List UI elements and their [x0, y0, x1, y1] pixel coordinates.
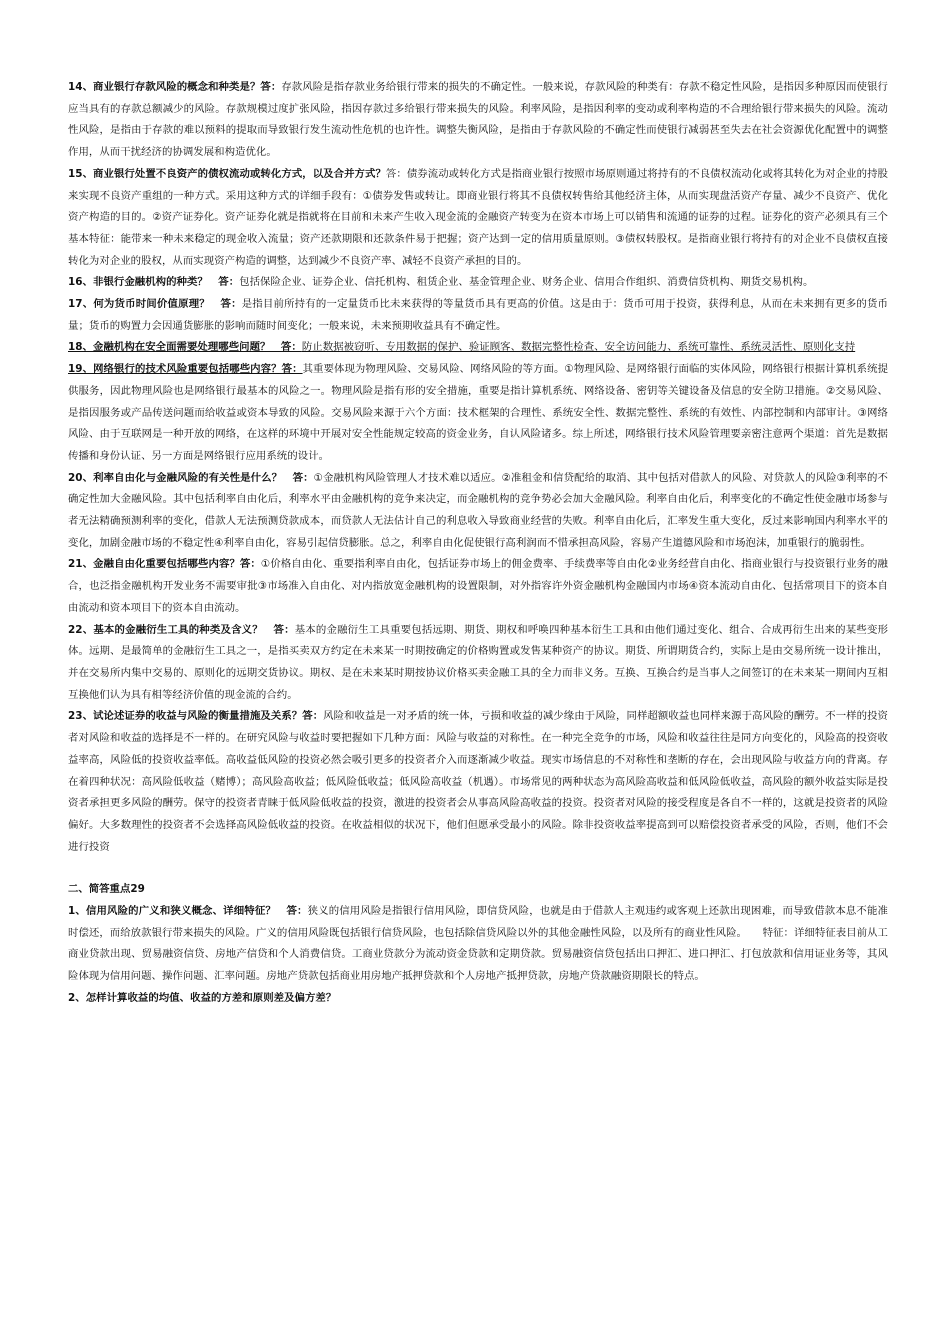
qa-item-15: [68, 164, 888, 273]
answer: 存款风险是指存款业务给银行带来的损失的不确定性。一般来说，存款风险的种类有：存款不稳定性风险，是指因多种原因而使银行应当具有的存款总额减少的风险。存款规模过度扩张风险，指因存款过多给银行带来损失的风险。利率风险，是指因利率的变动或利率构造的不合理给银行带来损失的风险。流动性风险，是指由于存款的难以预料的提取而导致银行发生流动性危机的也许性。调整失衡风险，是指由于存款风险的不确定性而使银行减弱甚至失去在社会资源优化配置中的调整作用，从而干扰经济的协调发展和构造优化。: [68, 81, 888, 159]
question: 23、试论述证券的收益与风险的衡量措施及关系？答：: [68, 710, 324, 723]
question: 2、怎样计算收益的均值、收益的方差和原则差及偏方差？: [68, 991, 337, 1004]
question: 16、非银行金融机构的种类？ 答：: [68, 276, 240, 289]
answer: 狭义的信用风险是指银行信用风险，即信贷风险，也就是由于借款人主观违约或客观上还款出现困难，而导致借款本息不能准时偿还，而给放款银行带来损失的风险。广义的信用风险既包括银行信贷风险，也包括除信贷风险以外的其他金融性风险，以及所有的商业性风险。 特征：详细特征表目前从工商业贷款出现、贸易融资信贷、房地产信贷和个人消费信贷。工商业贷款分为流动资金贷款和定期贷款。贸易融资信贷包括出口押汇、进口押汇、打包放款和信用证业务等，其风险体现为信用问题、操作问题、汇率问题。房地产贷款包括商业用房地产抵押贷款和个人房地产抵押贷款，房地产贷款融资期限长的特点。: [68, 905, 888, 983]
answer: 答：债券流动或转化方式是指商业银行按照市场原则通过将持有的不良债权流动化或将其转化为对企业的持股来实现不良资产重组的一种方式。采用这种方式的详细手段有：①债券发售或转让。即商业银行将其不良债权转售给其他经济主体，从而实现盘活资产存量、减少不良资产、优化资产构造的目的。②资产证券化。资产证券化就是指就将在目前和未来产生收入现金流的金融资产转变为在资本市场上可以销售和流通的证券的过程。证券化的资产必须具有三个基本特征：能带来一种未来稳定的现金收入流量；资产还款期限和还款条件易于把握；资产达到一定的信用质量原则。③债权转股权。是指商业银行将持有的对企业不良债权直接转化为对企业的股权，从而实现资产构造的调整，达到减少不良资产率、减轻不良资产承担的目的。: [68, 167, 888, 267]
answer: 风险和收益是一对矛盾的统一体，亏损和收益的减少缘由于风险，同样超额收益也同样来源于高风险的酬劳。不一样的投资者对风险和收益的选择是不一样的。在研究风险与收益时要把握如下几种方面：风险与收益的对称性。在一种完全竞争的市场，风险和收益往往是同方向变化的，风险高的投资收益率高，风险低的投资收益率低。高收益低风险的投资必然会吸引更多的投资者介入而逐渐减少收益。现实市场信息的不对称性和垄断的存在，会出现风险与收益方向的背离。存在着四种状况：高风险低收益（赌博）；高风险高收益；低风险低收益；低风险高收益（机遇）。市场常见的两种状态为高风险高收益和低风险低收益，高风险的额外收益实际是投资者承担更多风险的酬劳。保守的投资者青睐于低风险低收益的投资，激进的投资者会从事高风险高收益的投资。投资者对风险的接受程度是各自不一样的，这就是投资者的风险偏好。大多数理性的投资者不会选择高风险低收益的投资。在收益相似的状况下，他们但愿承受最小的风险。除非投资收益率提高到可以赔偿投资者承受的风险，否则，他们不会进行投资: [68, 710, 888, 853]
answer: 防止数据被窃听、专用数据的保护、验证顾客、数据完整性检查、安全访问能力、系统可靠性、系统灵活性、原则化支持: [301, 341, 856, 354]
document-page: [68, 77, 888, 1010]
question: 22、基本的金融衍生工具的种类及含义？ 答：: [68, 623, 295, 636]
section-heading: 二、简答重点29: [68, 883, 145, 896]
question: 18、金融机构在安全面需要处理哪些问题？ 答：: [68, 341, 302, 354]
answer: ①价格自由化、重要指利率自由化，包括证券市场上的佣金费率、手续费率等自由化②业务经营自由化、指商业银行与投资银行业务的融合，也泛指金融机构开发业务不需要审批③市场准入自由化、对内指放宽金融机构的设置限制，对外指容许外资金融机构金融国内市场④资本流动自由化、包括常项目下的资本自由流动和资本项目下的资本自由流动。: [68, 558, 888, 614]
qa-item-17: [68, 294, 888, 337]
qa-item-18: [68, 337, 888, 359]
qa-item-s2-1: [68, 901, 888, 988]
question: 14、商业银行存款风险的概念和种类是？答：: [68, 81, 282, 93]
question: 1、信用风险的广义和狭义概念、详细特征？ 答：: [68, 905, 308, 918]
qa-item-14: [68, 77, 888, 164]
answer: 包括保险企业、证券企业、信托机构、租赁企业、基金管理企业、财务企业、信用合作组织、消费信贷机构、期货交易机构。: [239, 276, 814, 289]
answer: 其重要体现为物理风险、交易风险、网络风险的等方面。①物理风险、是网络银行面临的实体风险，网络银行根据计算机系统提供服务，因此物理风险也是网络银行最基本的风险之一。物理风险是指有形的安全措施，重要是指计算机系统、网络设备、密钥等关键设备及信息的安全防卫措施。②交易风险、是指因服务或产品传送问题而给收益或资本导致的风险。交易风险来源于六个方面：技术框架的合理性、系统安全性、数据完整性、系统的有效性、内部控制和内部审计。③网络风险、由于互联网是一种开放的网络，在这样的环境中开展对安全性能规定较高的资金业务，自认风险诸多。综上所述，网络银行技术风险管理要亲密注意两个渠道：首先是数据传播和身份认证、另一方面是网络银行应用系统的设计。: [68, 363, 889, 462]
qa-item-16: [68, 272, 888, 294]
question: 15、商业银行处置不良资产的债权流动或转化方式，以及合并方式？: [68, 167, 386, 180]
question: 20、利率自由化与金融风险的有关性是什么？ 答：: [68, 471, 314, 484]
question: 17、何为货币时间价值原理？ 答：: [68, 298, 242, 311]
question: 19、网络银行的技术风险重要包括哪些内容？答：: [68, 363, 303, 376]
qa-item-21: [68, 554, 888, 619]
question: 21、金融自由化重要包括哪些内容？答：: [68, 558, 261, 571]
qa-item-20: [68, 468, 888, 555]
answer: 是指目前所持有的一定量货币比未来获得的等量货币具有更高的价值。这是由于：货币可用于投资，获得利息，从而在未来拥有更多的货币量；货币的购置力会因通货膨胀的影响而随时间变化；一般来说，未来预期收益具有不确定性。: [68, 298, 888, 332]
qa-item-s2-2: [68, 988, 888, 1010]
qa-item-22: [68, 620, 888, 707]
qa-item-23: [68, 706, 888, 858]
qa-item-19: [68, 359, 888, 468]
answer: 基本的金融衍生工具重要包括远期、期货、期权和呼唤四种基本衍生工具和由他们通过变化、组合、合成再衍生出来的某些变形体。远期、是最简单的金融衍生工具之一，是指买卖双方约定在未来某一时期按确定的价格购置或发售某种资产的协议。期货、所谓期货合约，实际上是由交易所统一设计推出，并在交易所内集中交易的、原则化的远期交货协议。期权、是在未来某时期按协议价格买卖金融工具的全力而非义务。互换、互换合约是当事人之间签订的在未来某一期间内互相互换他们认为具有相等经济价值的现金流的合约。: [68, 623, 889, 701]
answer: ①金融机构风险管理人才技术难以适应。②准租金和信贷配给的取消、其中包括对借款人的风险、对贷款人的风险③利率的不确定性加大金融风险。其中包括利率自由化后，利率水平由金融机构的竞争来决定，而金融机构的竞争势必会加大金融风险。利率自由化后，利率变化的不确定性使金融市场参与者无法精确预测利率的变化，借款人无法预测贷款成本，而贷款人无法估计自己的利息收入导致商业经营的失败。利率自由化后，汇率发生重大变化，反过来影响国内利率水平的变化，加剧金融市场的不稳定性④利率自由化，容易引起信贷膨胀。总之，利率自由化促使银行高利润而不惜承担高风险，容易产生道德风险和市场泡沫，加重银行的脆弱性。: [68, 471, 888, 549]
